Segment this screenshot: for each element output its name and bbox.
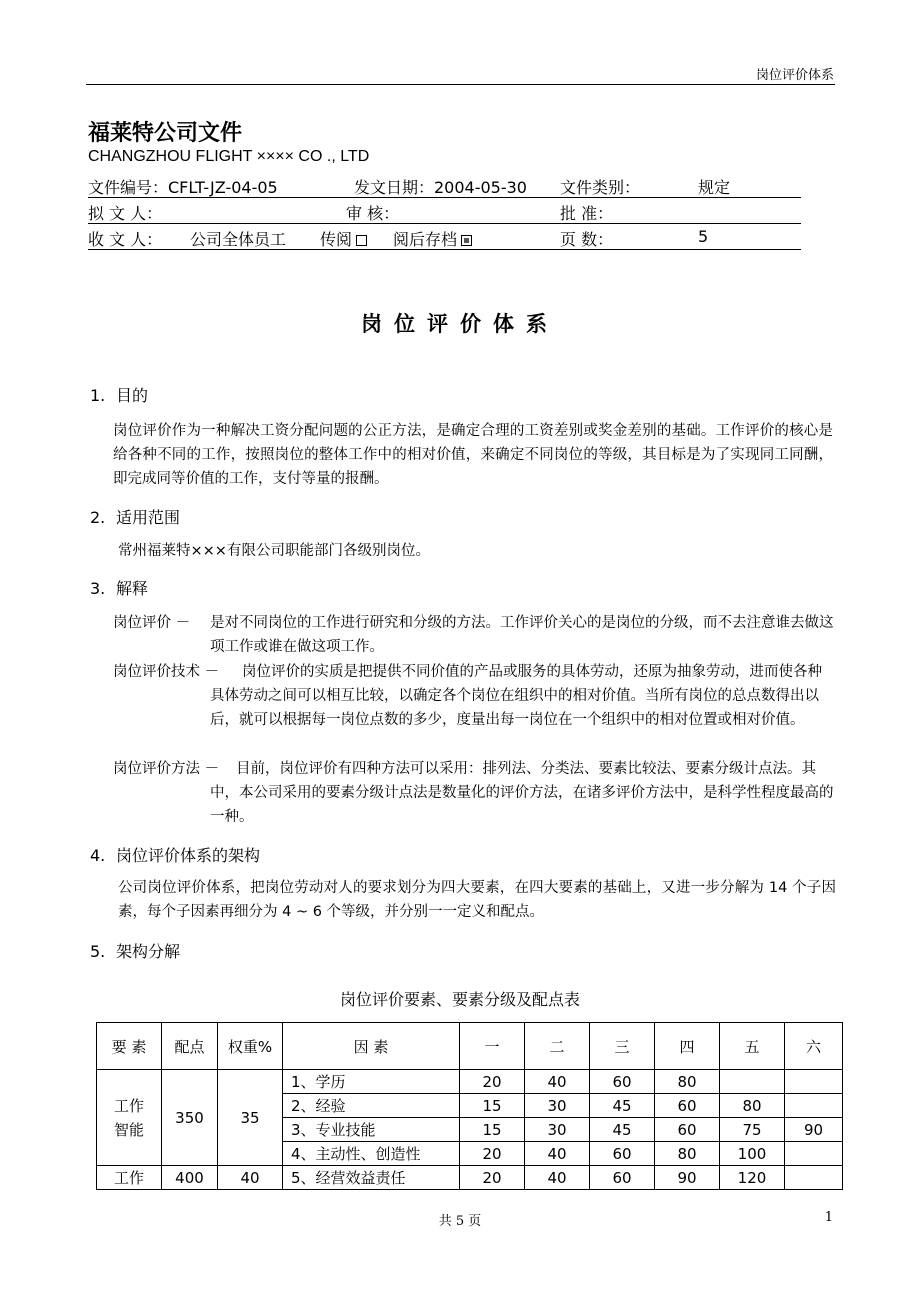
level-cell: 60 xyxy=(590,1142,655,1166)
level-cell: 60 xyxy=(590,1166,655,1190)
checkbox-unchecked-icon xyxy=(356,235,367,246)
table-title: 岗位评价要素、要素分级及配点表 xyxy=(339,990,580,1009)
header-cell: 三 xyxy=(590,1023,655,1070)
level-cell: 90 xyxy=(655,1166,720,1190)
company-english-name: CHANGZHOU FLIGHT ×××× CO ., LTD xyxy=(88,148,370,165)
section-4-text: 公司岗位评价体系，把岗位劳动对人的要求划分为四大要素，在四大要素的基础上，又进一步分解为 14 个子因素，每个子因素再细分为 4 ~ 6 个等级，并分别一一定义和配点。 xyxy=(118,880,836,920)
receiver-value: 公司全体员工 xyxy=(190,230,287,249)
meta-row-1 xyxy=(88,175,801,198)
factor-cell: 2、经验 xyxy=(283,1094,460,1118)
header-cell: 五 xyxy=(720,1023,785,1070)
level-cell: 60 xyxy=(590,1070,655,1094)
definition-term: 岗位评价技术 － xyxy=(113,664,220,680)
receiver-label: 收 文 人： xyxy=(88,230,163,249)
running-header: 岗位评价体系 xyxy=(755,68,834,83)
pages-label: 页 数： xyxy=(560,230,614,249)
points-cell: 400 xyxy=(162,1166,218,1190)
level-cell xyxy=(785,1070,843,1094)
issue-date: 发文日期：2004-05-30 xyxy=(354,178,527,197)
level-cell: 90 xyxy=(785,1118,843,1142)
doc-type-label: 文件类别： xyxy=(560,178,641,197)
level-cell: 40 xyxy=(525,1166,590,1190)
level-cell: 20 xyxy=(460,1142,525,1166)
level-cell: 100 xyxy=(720,1142,785,1166)
company-title: 福莱特公司文件 xyxy=(88,121,243,146)
points-cell: 350 xyxy=(162,1070,218,1166)
header-cell: 因 素 xyxy=(283,1023,460,1070)
element-cell: 工作 xyxy=(97,1166,162,1190)
definition-text: 目前，岗位评价有四种方法可以采用：排列法、分类法、要素比较法、要素分级计点法。其中，本公司采用的要素分级计点法是数量化的评价方法，在诸多评价方法中，是科学性程度最高的一种。 xyxy=(210,761,834,825)
header-cell: 配点 xyxy=(162,1023,218,1070)
definition-job-evaluation xyxy=(113,611,835,659)
header-cell: 二 xyxy=(525,1023,590,1070)
level-cell: 45 xyxy=(590,1094,655,1118)
factor-cell: 4、主动性、创造性 xyxy=(283,1142,460,1166)
definition-evaluation-technique xyxy=(113,660,835,756)
header-cell: 六 xyxy=(785,1023,843,1070)
archive-option: 阅后存档 xyxy=(393,227,472,250)
header-cell: 一 xyxy=(460,1023,525,1070)
level-cell: 120 xyxy=(720,1166,785,1190)
level-cell xyxy=(785,1166,843,1190)
level-cell: 30 xyxy=(525,1094,590,1118)
level-cell xyxy=(720,1070,785,1094)
level-cell: 60 xyxy=(655,1094,720,1118)
level-cell: 80 xyxy=(655,1070,720,1094)
approver-label: 批 准： xyxy=(560,204,614,223)
section-1-text: 岗位评价作为一种解决工资分配问题的公正方法，是确定合理的工资差别或奖金差别的基础。工作评价的核心是给各种不同的工作，按照岗位的整体工作中的相对价值，来确定不同岗位的等级，其目标是为了实现同工同酬，即完成同等价值的工作，支付等量的报酬。 xyxy=(113,423,833,487)
meta-row-3 xyxy=(88,227,801,250)
factor-cell: 5、经营效益责任 xyxy=(283,1166,460,1190)
header-cell: 要 素 xyxy=(97,1023,162,1070)
reviewer-label: 审 核： xyxy=(346,204,400,223)
weight-cell: 40 xyxy=(218,1166,283,1190)
section-4-heading: 4. 岗位评价体系的架构 xyxy=(90,846,261,865)
level-cell: 15 xyxy=(460,1094,525,1118)
factor-cell: 3、专业技能 xyxy=(283,1118,460,1142)
evaluation-points-table xyxy=(96,1022,843,1190)
level-cell: 45 xyxy=(590,1118,655,1142)
table-row xyxy=(97,1166,843,1190)
footer-page-number: 1 xyxy=(824,1210,833,1225)
element-cell: 工作 智能 xyxy=(97,1070,162,1166)
section-5-heading: 5. 架构分解 xyxy=(90,942,181,961)
section-3-heading: 3. 解释 xyxy=(90,579,149,598)
drafter-label: 拟 文 人： xyxy=(88,204,163,223)
document-title: 岗位评价体系 xyxy=(361,312,559,336)
header-cell: 权重% xyxy=(218,1023,283,1070)
factor-cell: 1、学历 xyxy=(283,1070,460,1094)
footer-page-total: 共 5 页 xyxy=(438,1214,482,1229)
level-cell: 80 xyxy=(720,1094,785,1118)
section-2-heading: 2. 适用范围 xyxy=(90,508,181,527)
checkbox-checked-icon xyxy=(461,235,472,246)
level-cell: 20 xyxy=(460,1166,525,1190)
circulate-option: 传阅 xyxy=(320,227,367,250)
level-cell: 40 xyxy=(525,1070,590,1094)
weight-cell: 35 xyxy=(218,1070,283,1166)
level-cell: 30 xyxy=(525,1118,590,1142)
level-cell: 40 xyxy=(525,1142,590,1166)
level-cell: 80 xyxy=(655,1142,720,1166)
level-cell xyxy=(785,1142,843,1166)
definition-text: 是对不同岗位的工作进行研究和分级的方法。工作评价关心的是岗位的分级，而不去注意谁去做这项工作或谁在做这项工作。 xyxy=(210,615,834,655)
doc-number: 文件编号：CFLT-JZ-04-05 xyxy=(88,178,278,197)
definition-term: 岗位评价 － xyxy=(113,615,191,631)
meta-row-2 xyxy=(88,201,801,224)
table-row xyxy=(97,1070,843,1094)
doc-type-value: 规定 xyxy=(698,178,731,197)
level-cell xyxy=(785,1094,843,1118)
definition-evaluation-method xyxy=(113,757,835,829)
header-rule xyxy=(86,84,835,85)
section-1-heading: 1. 目的 xyxy=(90,386,149,405)
table-header-row xyxy=(97,1023,843,1070)
header-cell: 四 xyxy=(655,1023,720,1070)
pages-value: 5 xyxy=(698,227,709,246)
definition-term: 岗位评价方法 － xyxy=(113,761,220,777)
level-cell: 60 xyxy=(655,1118,720,1142)
section-2-text: 常州福莱特×××有限公司职能部门各级别岗位。 xyxy=(118,543,430,559)
level-cell: 20 xyxy=(460,1070,525,1094)
level-cell: 75 xyxy=(720,1118,785,1142)
level-cell: 15 xyxy=(460,1118,525,1142)
definition-text: 岗位评价的实质是把提供不同价值的产品或服务的具体劳动，还原为抽象劳动，进而使各种具体劳动之间可以相互比较，以确定各个岗位在组织中的相对价值。当所有岗位的总点数得出以后，就可以根据每一岗位点数的多少，度量出每一岗位在一个组织中的相对位置或相对价值。 xyxy=(210,664,822,728)
